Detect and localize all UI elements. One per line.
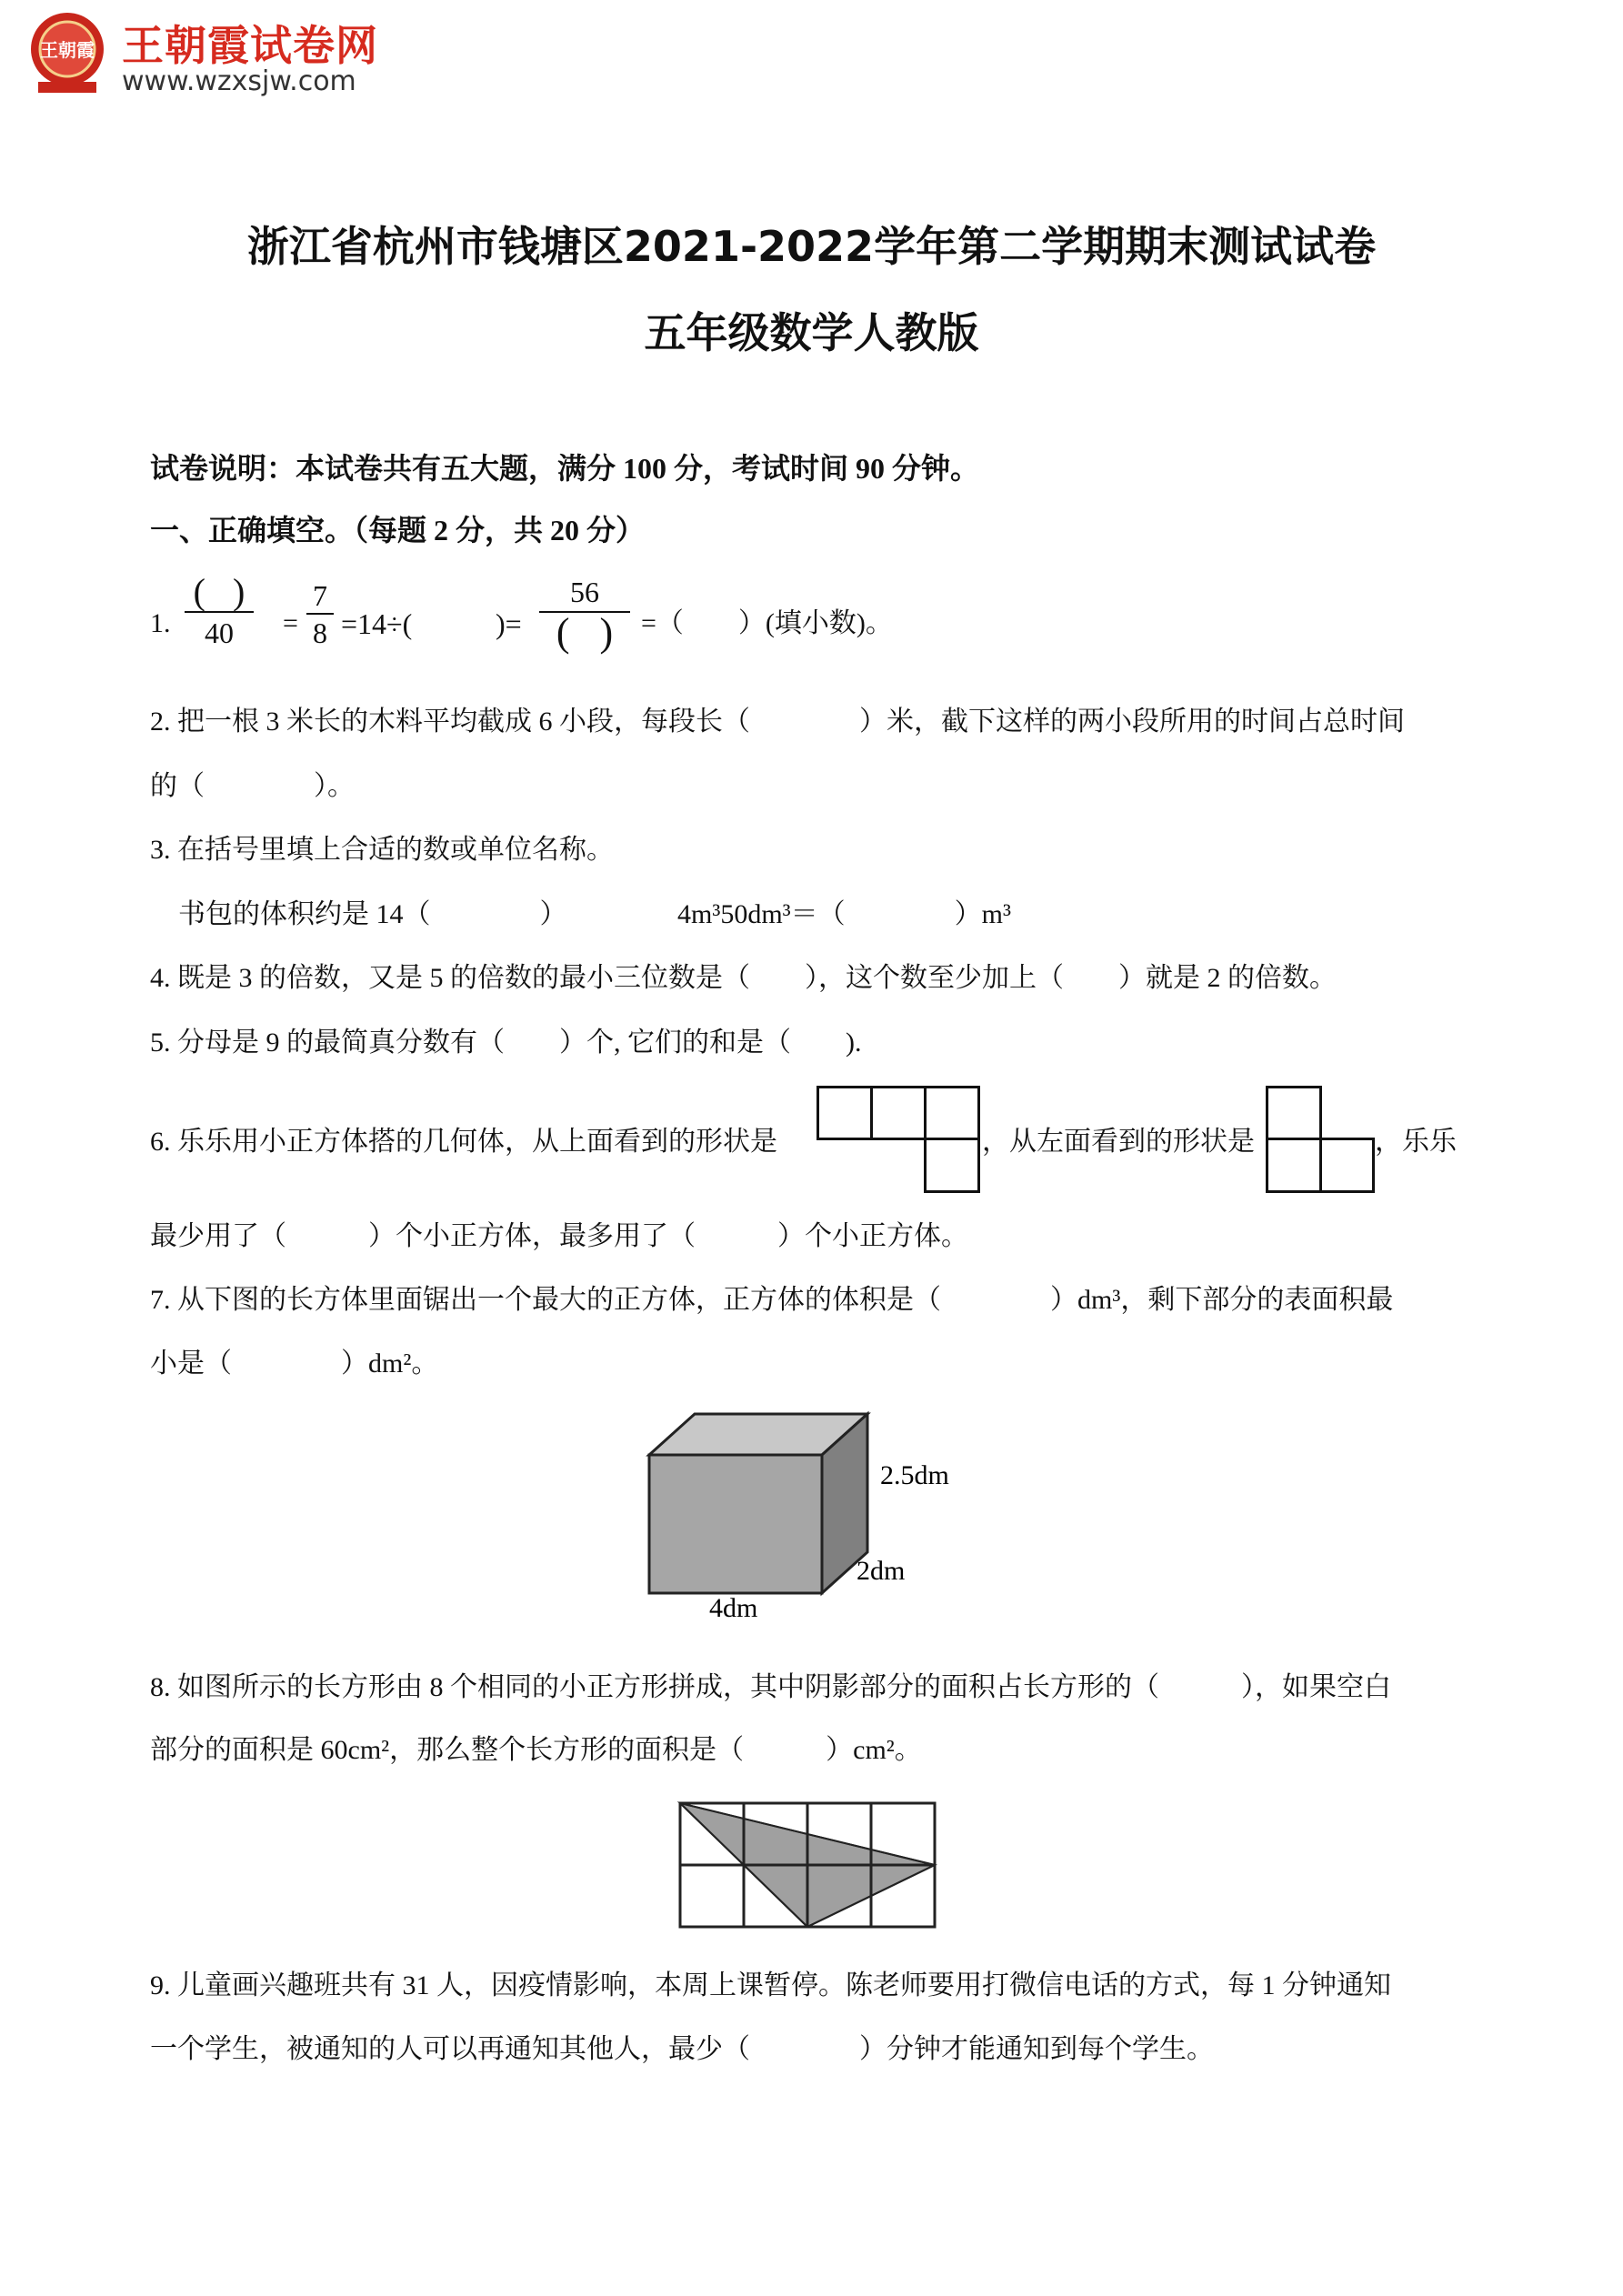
exam-instructions: 试卷说明：本试卷共有五大题，满分 100 分，考试时间 90 分钟。	[150, 452, 980, 485]
question-6-part-a: 6. 乐乐用小正方体搭的几何体，从上面看到的形状是	[150, 1127, 777, 1157]
question-8-line-1: 8. 如图所示的长方形由 8 个相同的小正方形拼成，其中阴影部分的面积占长方形的（ ），如果空白	[150, 1672, 1391, 1702]
grid-square	[1319, 1138, 1375, 1193]
question-1	[150, 573, 1241, 673]
width-label: 2dm	[857, 1556, 906, 1586]
question-7-line-1: 7. 从下图的长方体里面锯出一个最大的正方体，正方体的体积是（ ）dm³，剩下部分的表面积最	[150, 1285, 1394, 1315]
grid-square	[924, 1086, 980, 1140]
question-6-line-2: 最少用了（ ）个小正方体，最多用了（ ）个小正方体。	[150, 1221, 968, 1251]
denominator: 8	[313, 617, 327, 649]
svg-text:王朝霞: 王朝霞	[40, 39, 95, 61]
question-8-line-2: 部分的面积是 60cm²，那么整个长方形的面积是（ ）cm²。	[150, 1735, 922, 1765]
question-9-line-2: 一个学生，被通知的人可以再通知其他人，最少（ ）分钟才能通知到每个学生。	[150, 2034, 1214, 2064]
grid-square	[1266, 1138, 1322, 1193]
close-paren-equals: )=	[496, 607, 522, 640]
fraction-blank-over-40	[185, 573, 254, 653]
grid-square	[870, 1086, 927, 1140]
question-6-part-c: ，乐乐	[1375, 1127, 1457, 1157]
logo-url[interactable]: www.wzxsjw.com	[122, 65, 356, 97]
fraction-7-8	[306, 578, 334, 651]
grid-square	[924, 1138, 980, 1193]
height-label: 2.5dm	[880, 1460, 949, 1490]
question-4: 4. 既是 3 的倍数，又是 5 的倍数的最小三位数是（ ），这个数至少加上（ ）就是 2 的倍数。	[150, 963, 1337, 993]
question-7-line-2: 小是（ ）dm²。	[150, 1349, 439, 1379]
answer-blank[interactable]: ( )	[193, 571, 245, 612]
page-subtitle: 五年级数学人教版	[644, 308, 979, 357]
denominator: 40	[205, 617, 234, 649]
cuboid-figure	[636, 1405, 982, 1623]
answer-blank[interactable]: ( )	[556, 610, 614, 655]
question-5: 5. 分母是 9 的最简真分数有（ ）个, 它们的和是（ ).	[150, 1028, 862, 1058]
equals-sign: =	[283, 608, 298, 638]
logo	[25, 9, 426, 100]
grid-rectangle-figure	[673, 1796, 946, 1932]
question-6-part-b: ，从左面看到的形状是	[982, 1127, 1255, 1157]
length-label: 4dm	[709, 1593, 758, 1623]
question-2-line-1: 2. 把一根 3 米长的木料平均截成 6 小段，每段长（ ）米，截下这样的两小段所用的时间占总时间	[150, 707, 1405, 737]
grid-square	[817, 1086, 873, 1140]
page-title: 浙江省杭州市钱塘区2021-2022学年第二学期期末测试试卷	[246, 222, 1377, 271]
decimal-blank-text: =（ ）(填小数)。	[641, 608, 893, 638]
fraction-56-over-blank	[539, 573, 630, 653]
seal-logo-icon	[25, 9, 109, 96]
numerator: 56	[570, 576, 599, 608]
question-2-line-2: 的（ ）。	[150, 771, 355, 801]
grid-square	[1266, 1086, 1322, 1140]
numerator: 7	[313, 579, 327, 612]
question-9-line-1: 9. 儿童画兴趣班共有 31 人，因疫情影响，本周上课暂停。陈老师要用打微信电话的方式，每 1 分钟通知	[150, 1970, 1391, 2000]
question-3-part-b: 4m³50dm³＝（ ）m³	[677, 899, 1011, 929]
question-3-part-a: 书包的体积约是 14（ ）	[178, 899, 567, 929]
question-3-line-1: 3. 在括号里填上合适的数或单位名称。	[150, 835, 614, 865]
cuboid-front-face	[649, 1455, 822, 1593]
division-expression: =14÷(	[341, 607, 413, 640]
left-view-figure	[1266, 1086, 1375, 1193]
top-view-figure	[817, 1086, 980, 1193]
section-heading: 一、正确填空。（每题 2 分，共 20 分）	[150, 514, 646, 546]
question-number: 1.	[150, 608, 171, 638]
logo-name: 王朝霞试卷网	[122, 21, 378, 70]
